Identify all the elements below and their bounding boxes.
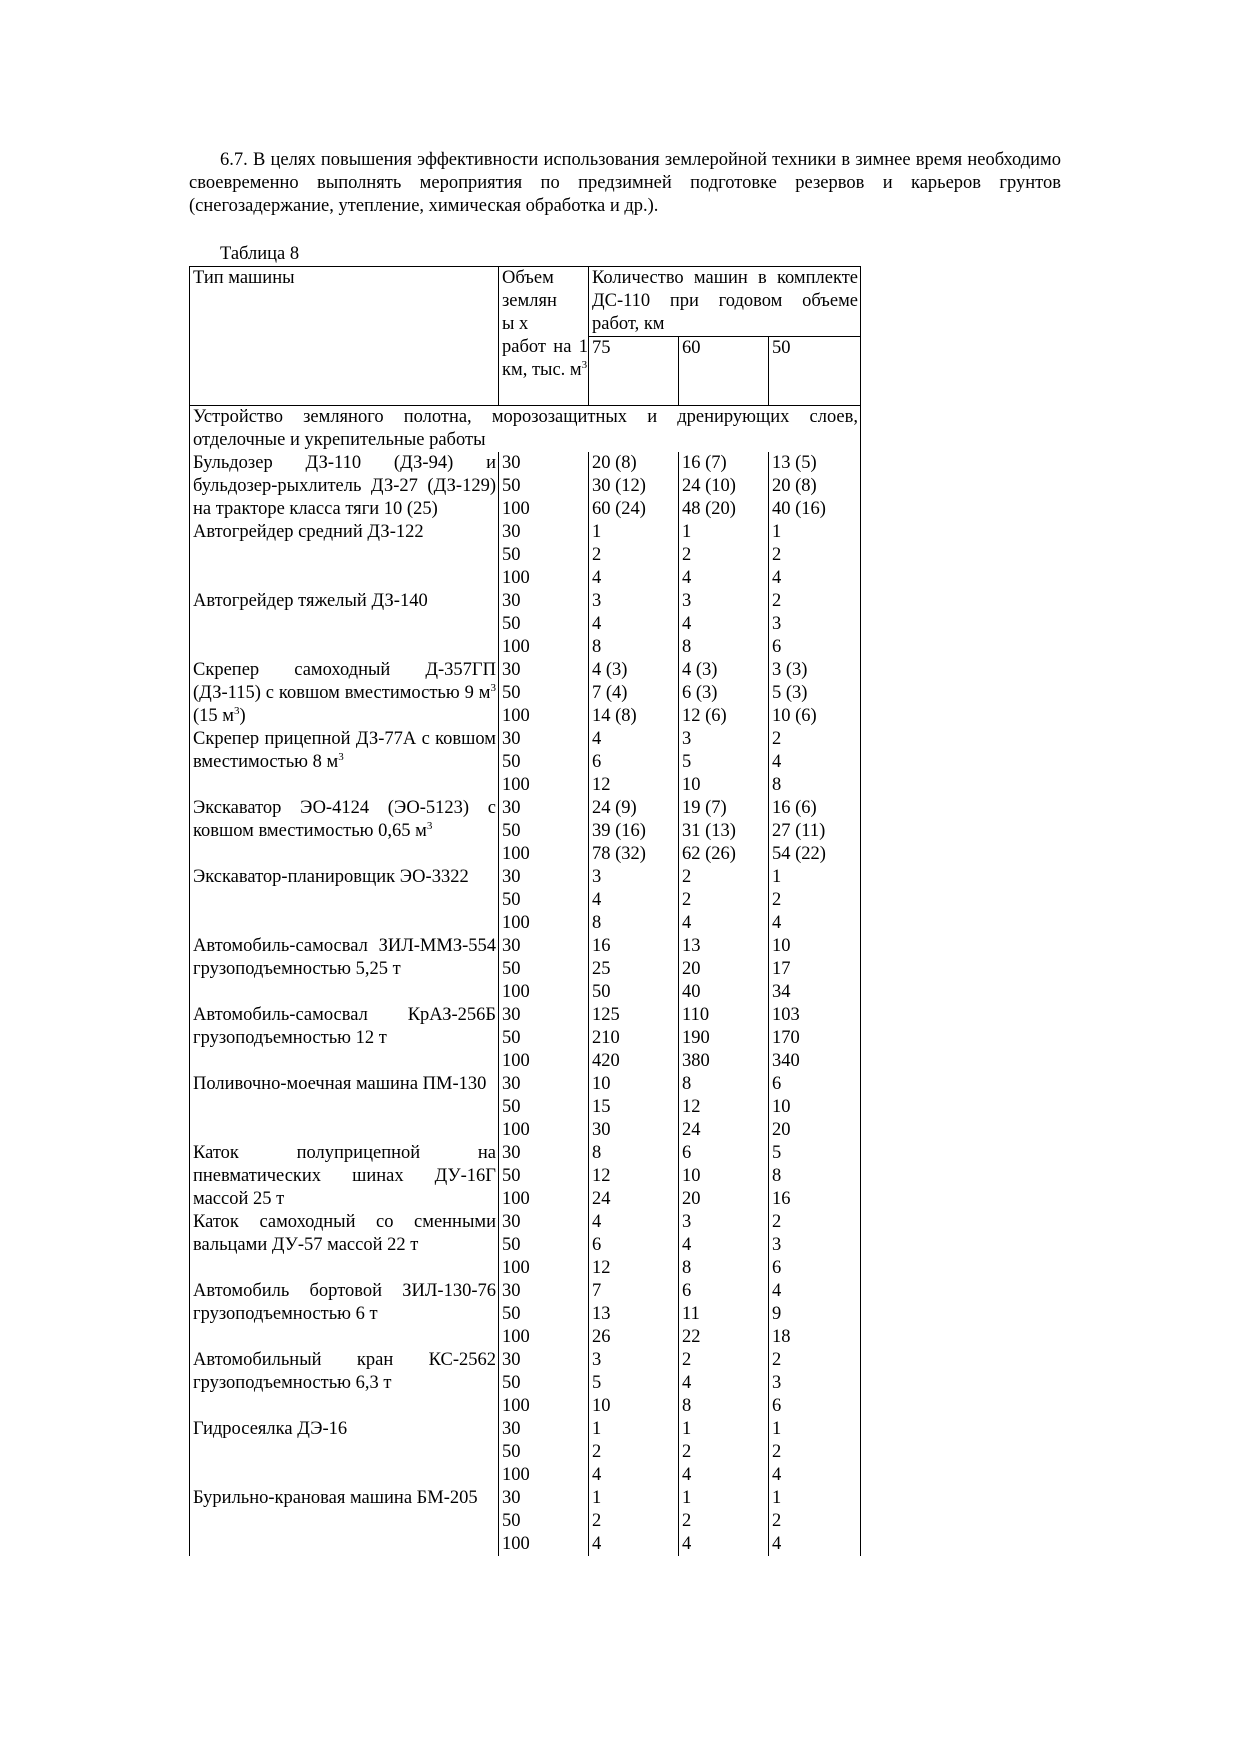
machine-name-cell: Автомобиль-самосвал ЗИЛ-ММЗ-554 грузоподъемностью 5,25 т (190, 935, 499, 1004)
count-75-cell: 125 210 420 (589, 1004, 679, 1073)
machine-name-cell: Каток полуприцепной на пневматических шинах ДУ-16Г массой 25 т (190, 1142, 499, 1211)
count-50-cell: 2 4 8 (769, 728, 861, 797)
volume-cell: 30 50 100 (499, 590, 589, 659)
machine-name-cell: Автомобиль бортовой ЗИЛ-130-76 грузоподъемностью 6 т (190, 1280, 499, 1349)
header-volume (499, 267, 589, 406)
count-60-cell: 3 4 8 (679, 1211, 769, 1280)
machine-name-cell: Поливочно-моечная машина ПМ-130 (190, 1073, 499, 1142)
table-row (190, 1142, 861, 1211)
count-60-cell: 2 2 4 (679, 866, 769, 935)
count-75-cell: 24 (9) 39 (16) 78 (32) (589, 797, 679, 866)
count-60-cell: 1 2 4 (679, 1487, 769, 1556)
count-75-cell: 4 6 12 (589, 1211, 679, 1280)
table-row (190, 866, 861, 935)
header-col-75: 75 (589, 337, 679, 406)
table-row (190, 1349, 861, 1418)
count-75-cell: 7 13 26 (589, 1280, 679, 1349)
table-row (190, 1073, 861, 1142)
machine-name-cell: Бурильно-крановая машина БМ-205 (190, 1487, 499, 1556)
count-50-cell: 1 2 4 (769, 866, 861, 935)
count-75-cell: 1 2 4 (589, 1418, 679, 1487)
volume-cell: 30 50 100 (499, 521, 589, 590)
machine-name-cell: Автогрейдер средний ДЗ-122 (190, 521, 499, 590)
count-75-cell: 3 4 8 (589, 866, 679, 935)
count-75-cell: 8 12 24 (589, 1142, 679, 1211)
count-75-cell: 4 (3) 7 (4) 14 (8) (589, 659, 679, 728)
count-50-cell: 4 9 18 (769, 1280, 861, 1349)
count-60-cell: 6 10 20 (679, 1142, 769, 1211)
count-50-cell: 13 (5) 20 (8) 40 (16) (769, 452, 861, 521)
header-col-60: 60 (679, 337, 769, 406)
header-count: Количество машин в комплекте ДС-110 при годовом объеме работ, км (589, 267, 861, 337)
volume-cell: 30 50 100 (499, 452, 589, 521)
count-50-cell: 103 170 340 (769, 1004, 861, 1073)
volume-cell: 30 50 100 (499, 1211, 589, 1280)
table-caption: Таблица 8 (220, 244, 300, 264)
table-row (190, 452, 861, 521)
machine-name-cell: Автомобильный кран КС-2562 грузоподъемностью 6,3 т (190, 1349, 499, 1418)
count-50-cell: 3 (3) 5 (3) 10 (6) (769, 659, 861, 728)
count-60-cell: 16 (7) 24 (10) 48 (20) (679, 452, 769, 521)
header-volume-sup: 3 (581, 359, 588, 371)
table-row (190, 1487, 861, 1556)
volume-cell: 30 50 100 (499, 1418, 589, 1487)
volume-cell: 30 50 100 (499, 797, 589, 866)
volume-cell: 30 50 100 (499, 935, 589, 1004)
volume-cell: 30 50 100 (499, 1073, 589, 1142)
count-50-cell: 2 3 6 (769, 590, 861, 659)
machine-name-cell: Бульдозер ДЗ-110 (ДЗ-94) и бульдозер-рыхлитель ДЗ-27 (ДЗ-129) на тракторе класса тяги 10 (25) (190, 452, 499, 521)
machine-name-cell: Скрепер прицепной ДЗ-77А с ковшом вместимостью 8 $м^3$ (190, 728, 499, 797)
count-60-cell: 4 (3) 6 (3) 12 (6) (679, 659, 769, 728)
count-50-cell: 6 10 20 (769, 1073, 861, 1142)
count-50-cell: 16 (6) 27 (11) 54 (22) (769, 797, 861, 866)
count-75-cell: 16 25 50 (589, 935, 679, 1004)
count-50-cell: 1 2 4 (769, 1487, 861, 1556)
count-60-cell: 110 190 380 (679, 1004, 769, 1073)
volume-cell: 30 50 100 (499, 1142, 589, 1211)
table-row (190, 521, 861, 590)
count-60-cell: 3 5 10 (679, 728, 769, 797)
count-50-cell: 5 8 16 (769, 1142, 861, 1211)
intro-paragraph: 6.7. В целях повышения эффективности использования землеройной техники в зимнее время необходимо своевременно выполнять мероприятия по предзимней подготовке резервов и карьеров грунтов (снегозадержание, утепление, химическая обработка и др.). (189, 150, 1061, 216)
volume-cell: 30 50 100 (499, 1349, 589, 1418)
table-row (190, 1280, 861, 1349)
machine-name-cell: Гидросеялка ДЭ-16 (190, 1418, 499, 1487)
count-50-cell: 2 3 6 (769, 1211, 861, 1280)
machine-name-cell: Скрепер самоходный Д-357ГП (ДЗ-115) с ковшом вместимостью 9 $м^3$ (15 $м^3$) (190, 659, 499, 728)
count-60-cell: 1 2 4 (679, 1418, 769, 1487)
header-machine-type: Тип машины (190, 267, 499, 406)
header-volume-top: Объем земляны х (502, 268, 557, 334)
machines-table (189, 266, 861, 1556)
count-60-cell: 3 4 8 (679, 590, 769, 659)
count-75-cell: 3 5 10 (589, 1349, 679, 1418)
count-75-cell: 20 (8) 30 (12) 60 (24) (589, 452, 679, 521)
header-col-50: 50 (769, 337, 861, 406)
machine-name-cell: Автомобиль-самосвал КрАЗ-256Б грузоподъемностью 12 т (190, 1004, 499, 1073)
count-60-cell: 1 2 4 (679, 521, 769, 590)
machine-name-cell: Каток самоходный со сменными вальцами ДУ-57 массой 22 т (190, 1211, 499, 1280)
count-60-cell: 13 20 40 (679, 935, 769, 1004)
table-row (190, 797, 861, 866)
count-60-cell: 6 11 22 (679, 1280, 769, 1349)
count-60-cell: 2 4 8 (679, 1349, 769, 1418)
count-50-cell: 1 2 4 (769, 521, 861, 590)
volume-cell: 30 50 100 (499, 1280, 589, 1349)
machine-name-cell: Экскаватор-планировщик ЭО-3322 (190, 866, 499, 935)
machine-name-cell: Экскаватор ЭО-4124 (ЭО-5123) с ковшом вместимостью 0,65 $м^3$ (190, 797, 499, 866)
table-row (190, 1211, 861, 1280)
header-volume-bottom (502, 336, 588, 382)
table-row (190, 1004, 861, 1073)
count-75-cell: 1 2 4 (589, 521, 679, 590)
table-row (190, 935, 861, 1004)
count-50-cell: 10 17 34 (769, 935, 861, 1004)
count-60-cell: 19 (7) 31 (13) 62 (26) (679, 797, 769, 866)
machine-name-cell: Автогрейдер тяжелый ДЗ-140 (190, 590, 499, 659)
volume-cell: 30 50 100 (499, 1487, 589, 1556)
header-volume-text: работ на 1 км, тыс. м (502, 337, 588, 380)
count-50-cell: 2 3 6 (769, 1349, 861, 1418)
volume-cell: 30 50 100 (499, 659, 589, 728)
volume-cell: 30 50 100 (499, 1004, 589, 1073)
volume-cell: 30 50 100 (499, 728, 589, 797)
volume-cell: 30 50 100 (499, 866, 589, 935)
count-60-cell: 8 12 24 (679, 1073, 769, 1142)
count-75-cell: 1 2 4 (589, 1487, 679, 1556)
table-row (190, 590, 861, 659)
count-75-cell: 10 15 30 (589, 1073, 679, 1142)
section-title: Устройство земляного полотна, морозозащитных и дренирующих слоев, отделочные и укрепительные работы (190, 406, 861, 453)
count-50-cell: 1 2 4 (769, 1418, 861, 1487)
table-row (190, 728, 861, 797)
count-75-cell: 4 6 12 (589, 728, 679, 797)
table-row (190, 1418, 861, 1487)
count-75-cell: 3 4 8 (589, 590, 679, 659)
table-row (190, 659, 861, 728)
